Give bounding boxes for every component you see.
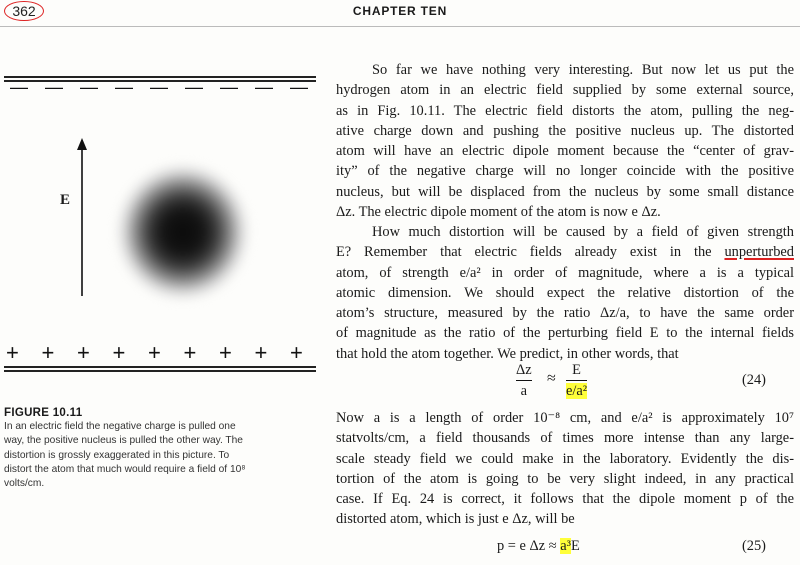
- electron-charge-cloud: [110, 160, 250, 310]
- figure-caption-title: FIGURE 10.11: [4, 407, 83, 419]
- caption-line: way, the positive nucleus is pulled the other way. The: [4, 435, 243, 447]
- bottom-plate-line: [4, 366, 316, 368]
- text-line: How much distortion will be caused by a field of given strength: [372, 224, 794, 240]
- minus-sign: —: [10, 77, 28, 97]
- text-line: statvolts/cm, a field thousands of times more intense than any large-: [336, 430, 794, 447]
- eq25-number: (25): [742, 538, 766, 554]
- text-line: atom’s structure, measured by the ratio Δz/a, to have the same order: [336, 305, 794, 322]
- minus-sign: —: [185, 77, 203, 97]
- minus-sign: —: [45, 77, 63, 97]
- text-line-with-underline: [336, 242, 794, 262]
- eq25-suffix: E: [570, 538, 580, 554]
- minus-sign: —: [80, 77, 98, 97]
- text-segment: E? Remember that electric fields already exist in the: [336, 244, 712, 261]
- caption-line: distortion is grossly exaggerated in this picture. To: [4, 449, 230, 461]
- text-line: hydrogen atom in an electric field supplied by some external source,: [336, 82, 794, 99]
- text-line: nucleus, but will be displaced from the nucleus by some small distance: [336, 183, 794, 200]
- text-line: case. If Eq. 24 is correct, it follows that the dipole moment p of the: [336, 491, 794, 508]
- text-line: Now a is a length of order 10⁻⁸ cm, and e/a² is approximately 10⁷: [336, 410, 794, 426]
- bottom-plate-line-2: [4, 370, 316, 372]
- text-line: as in Fig. 10.11. The electric field distorts the atom, pulling the neg-: [336, 102, 794, 119]
- plus-sign: +: [148, 340, 161, 365]
- plus-sign: +: [254, 340, 268, 365]
- plus-sign: +: [290, 340, 303, 365]
- text-line: scale steady field we could make in the laboratory. Evidently the dis-: [336, 450, 794, 467]
- minus-sign: —: [255, 77, 273, 97]
- figure-10-11: [0, 60, 320, 390]
- paragraph-1: [336, 60, 794, 222]
- minus-sign: —: [115, 77, 133, 97]
- plus-sign: +: [112, 340, 126, 365]
- text-line: So far we have nothing very interesting. But now let us put the: [372, 62, 794, 78]
- minus-sign: —: [290, 77, 308, 97]
- text-line: tortion of the atom is going to be very slight indeed, in any practical: [336, 470, 794, 487]
- eq24-rhs-numerator: E: [572, 362, 581, 378]
- paragraph-2: [336, 222, 794, 364]
- caption-line: In an electric field the negative charge is pulled one: [4, 421, 236, 432]
- plus-sign: +: [6, 340, 19, 365]
- text-line: distorted atom, which is just e Δz, will be: [336, 511, 575, 528]
- eq24-rhs-fraction: [566, 362, 587, 399]
- eq24-lhs-numerator: Δz: [516, 362, 532, 378]
- text-line: ity” of the negative charge will no longer coincide with the positive: [336, 163, 794, 180]
- plus-sign: +: [219, 340, 232, 365]
- text-line: of magnitude as the ratio of the perturbing field E to the internal fields: [336, 325, 794, 342]
- figure-caption: [4, 420, 322, 491]
- caption-line: distort the atom that much would require a field of 10⁸: [4, 463, 246, 475]
- underlined-word: unperturbed: [724, 244, 794, 261]
- eq25-prefix: p = e Δz ≈: [497, 538, 561, 554]
- plus-sign: +: [183, 340, 197, 365]
- eq24-lhs-denominator: a: [520, 383, 528, 399]
- text-line: atom, of strength e/a² in order of magnitude, where a is a typical: [336, 264, 794, 281]
- text-line: atomic dimension. We should expect the relative distortion of the: [336, 284, 794, 301]
- text-line: ative charge down and pushing the positive nucleus up. The distorted: [336, 122, 794, 139]
- field-label: E: [60, 192, 71, 208]
- plus-sign: +: [41, 340, 55, 365]
- minus-sign: —: [150, 77, 168, 97]
- eq25: [497, 538, 580, 555]
- fraction-bar: [516, 380, 532, 381]
- fraction-bar: [566, 380, 587, 381]
- caption-line: volts/cm.: [4, 478, 45, 490]
- minus-sign: —: [220, 77, 238, 97]
- text-line: atom will have an electric dipole moment because the “center of grav-: [336, 143, 794, 160]
- eq24-approx-symbol: ≈: [547, 370, 556, 387]
- plus-sign: +: [77, 340, 90, 365]
- eq24-number: (24): [742, 372, 766, 388]
- eq24-lhs-fraction: [516, 362, 532, 399]
- header-rule: [0, 26, 800, 27]
- eq25-highlighted-term: a³: [560, 538, 571, 554]
- field-arrow-icon: [76, 138, 88, 298]
- chapter-header: CHAPTER TEN: [352, 4, 448, 18]
- eq24-rhs-denominator-highlighted: e/a²: [566, 383, 588, 399]
- text-line: that hold the atom together. We predict, in other words, that: [336, 345, 679, 362]
- paragraph-3: [336, 408, 794, 530]
- page-number: 362: [4, 1, 44, 21]
- text-line: Δz. The electric dipole moment of the atom is now e Δz.: [336, 204, 661, 221]
